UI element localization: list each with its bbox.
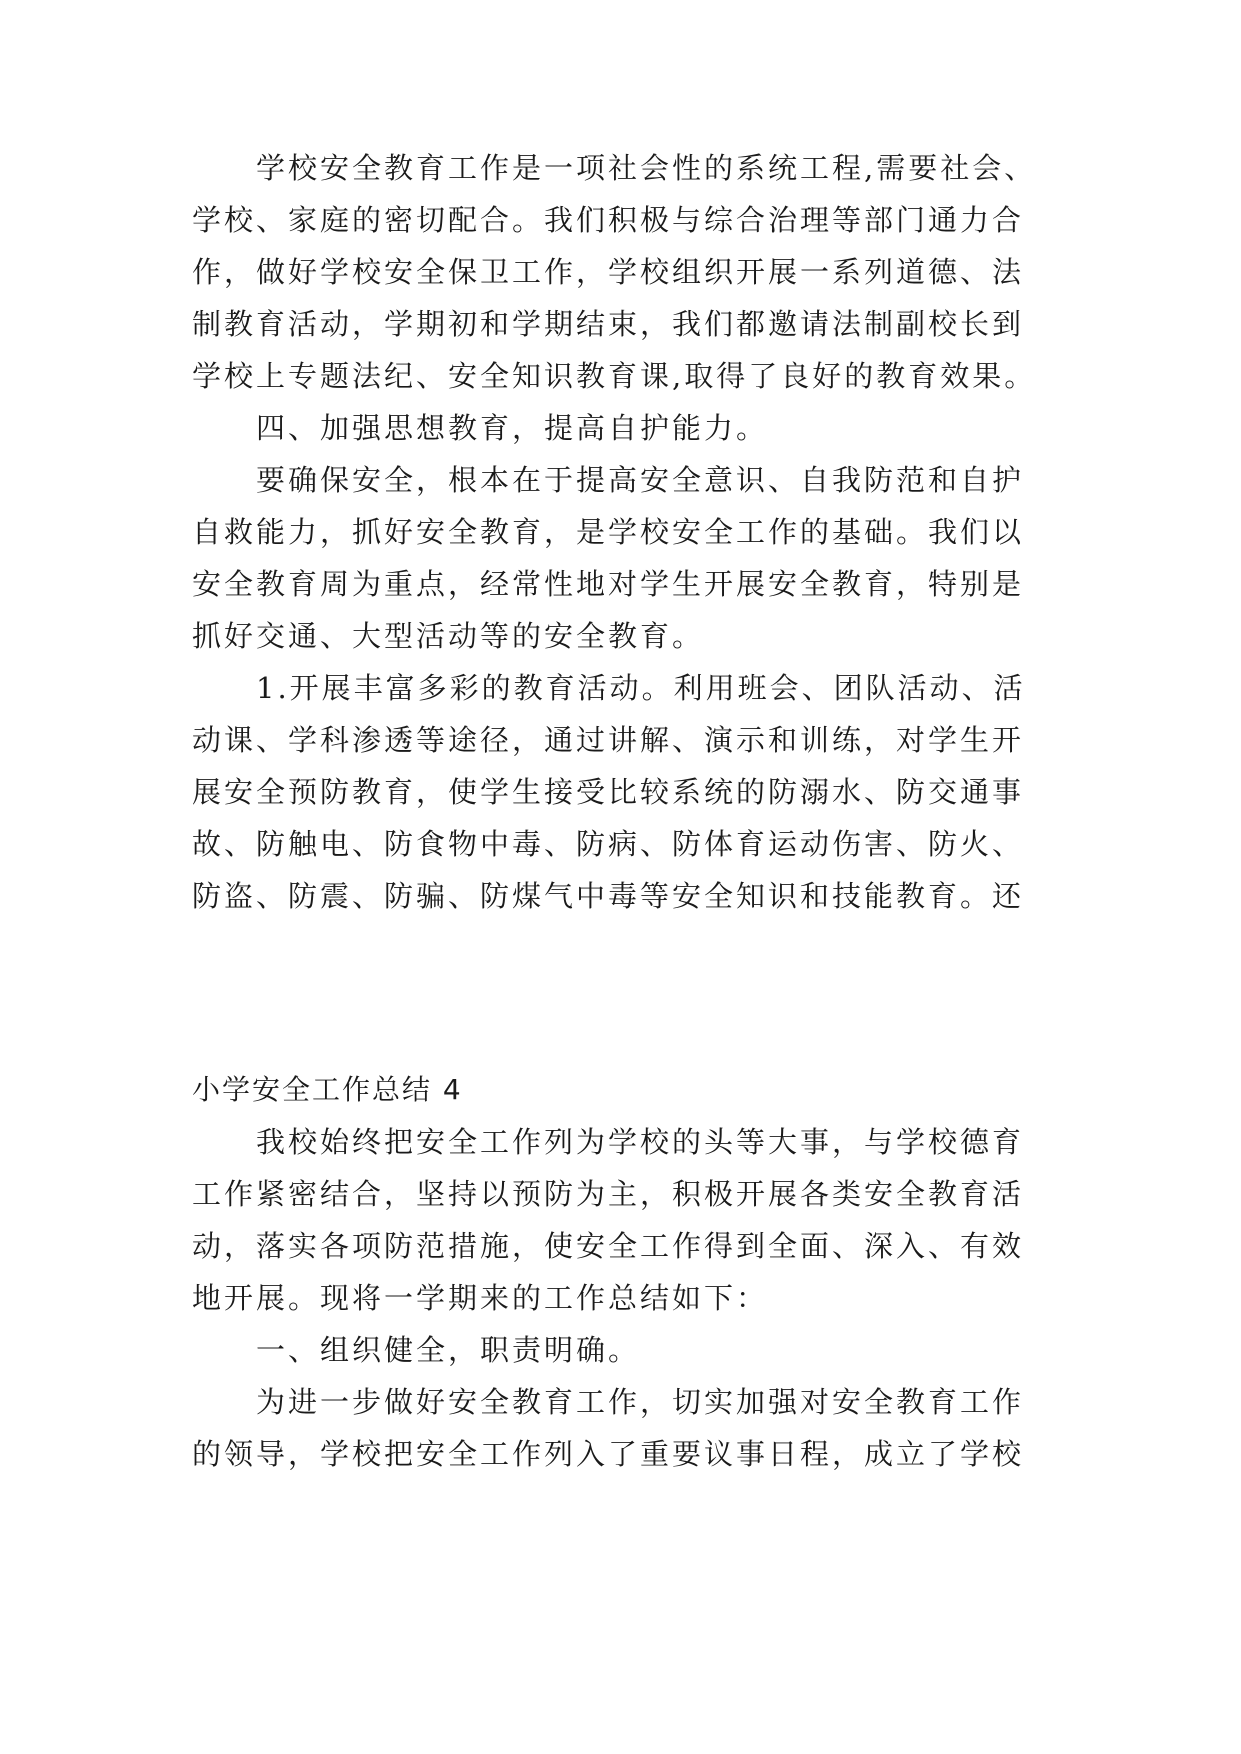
section-heading-line: 四、加强思想教育，提高自护能力。 xyxy=(256,411,769,445)
section-title: 小学安全工作总结 4 xyxy=(192,1073,463,1106)
paragraph-line: 动课、学科渗透等途径，通过讲解、演示和训练，对学生开 xyxy=(192,723,1025,757)
text-block-b xyxy=(192,1122,1072,1492)
paragraph-line: 动，落实各项防范措施，使安全工作得到全面、深入、有效 xyxy=(192,1229,1025,1263)
paragraph-line: 作，做好学校安全保卫工作，学校组织开展一系列道德、法 xyxy=(192,255,1025,289)
paragraph-line: 安全教育周为重点，经常性地对学生开展安全教育，特别是 xyxy=(192,567,1025,601)
section-heading-line: 一、组织健全，职责明确。 xyxy=(256,1333,641,1367)
paragraph-line: 要确保安全，根本在于提高安全意识、自我防范和自护 xyxy=(256,463,1025,497)
paragraph-line: 故、防触电、防食物中毒、防病、防体育运动伤害、防火、 xyxy=(192,827,1025,861)
paragraph-line: 展安全预防教育，使学生接受比较系统的防溺水、防交通事 xyxy=(192,775,1025,809)
paragraph-line: 为进一步做好安全教育工作，切实加强对安全教育工作 xyxy=(256,1385,1025,1419)
text-block-a xyxy=(192,148,1072,928)
paragraph-line: 学校安全教育工作是一项社会性的系统工程,需要社会、 xyxy=(256,151,1037,185)
paragraph-line: 的领导，学校把安全工作列入了重要议事日程，成立了学校 xyxy=(192,1437,1025,1471)
paragraph-line: 抓好交通、大型活动等的安全教育。 xyxy=(192,619,705,653)
paragraph-line: 地开展。现将一学期来的工作总结如下： xyxy=(192,1281,769,1315)
paragraph-line: 防盗、防震、防骗、防煤气中毒等安全知识和技能教育。还 xyxy=(192,879,1025,913)
paragraph-line: 学校上专题法纪、安全知识教育课,取得了良好的教育效果。 xyxy=(192,359,1037,393)
paragraph-line: 我校始终把安全工作列为学校的头等大事，与学校德育 xyxy=(256,1125,1025,1159)
paragraph-line: 1.开展丰富多彩的教育活动。利用班会、团队活动、活 xyxy=(256,671,1026,705)
paragraph-line: 制教育活动，学期初和学期结束，我们都邀请法制副校长到 xyxy=(192,307,1025,341)
paragraph-line: 学校、家庭的密切配合。我们积极与综合治理等部门通力合 xyxy=(192,203,1025,237)
paragraph-line: 自救能力，抓好安全教育，是学校安全工作的基础。我们以 xyxy=(192,515,1025,549)
paragraph-line: 工作紧密结合，坚持以预防为主，积极开展各类安全教育活 xyxy=(192,1177,1025,1211)
